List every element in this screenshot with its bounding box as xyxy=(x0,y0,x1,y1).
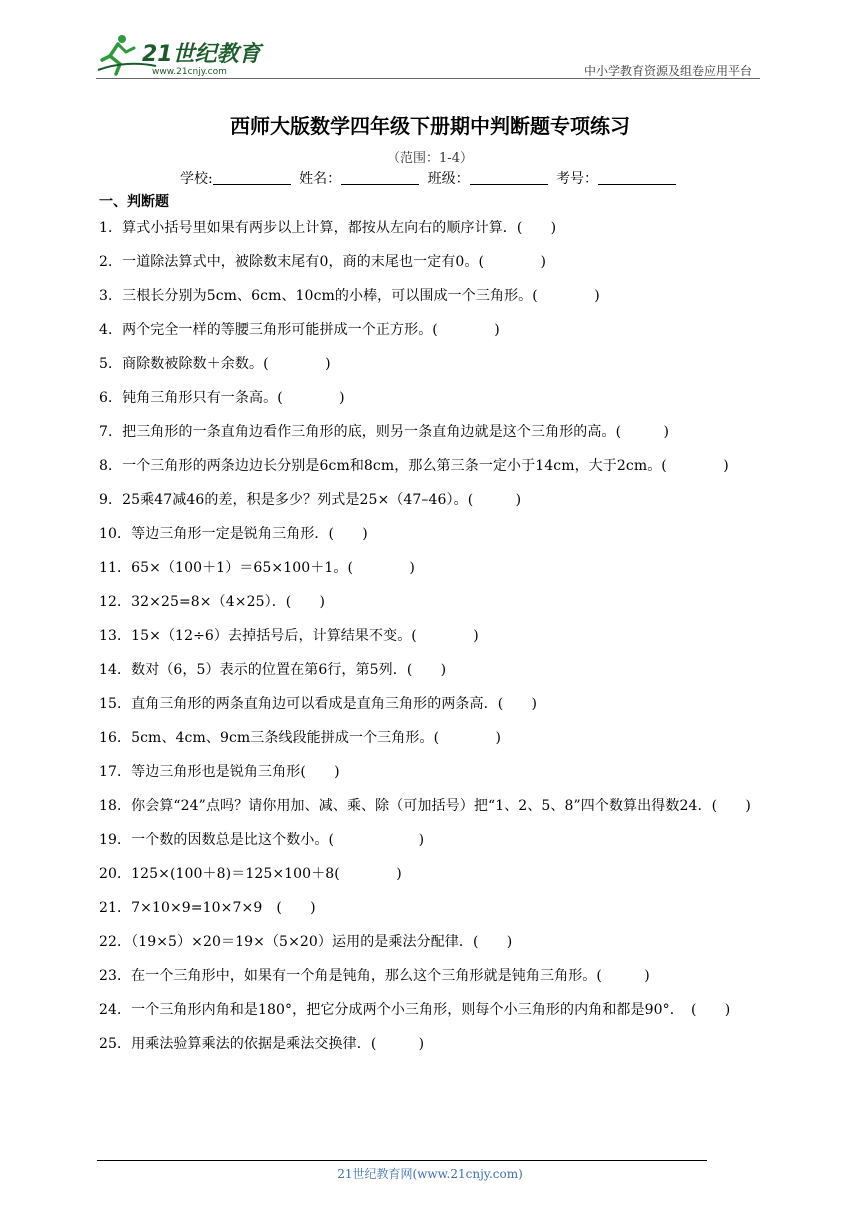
question-item: 3．三根长分别为5cm、6cm、10cm的小棒，可以围成一个三角形。( ) xyxy=(99,288,600,304)
logo xyxy=(96,30,276,78)
question-item: 6．钝角三角形只有一条高。( ) xyxy=(99,390,345,406)
question-item: 19．一个数的因数总是比这个数小。( ) xyxy=(99,832,425,848)
page-header xyxy=(96,30,760,80)
exam-no-label: 考号： xyxy=(556,171,599,187)
question-item: 10．等边三角形一定是锐角三角形．( ) xyxy=(99,526,368,542)
logo-url: www.21cnjy.com xyxy=(152,67,227,77)
question-item: 12．32×25=8×（4×25）．( ) xyxy=(99,594,326,610)
logo-icon xyxy=(96,30,276,78)
question-item: 11．65×（100＋1）＝65×100＋1。( ) xyxy=(99,560,415,576)
question-item: 21．7×10×9=10×7×9 ( ) xyxy=(99,900,316,916)
footer-link[interactable]: 21世纪教育网(www.21cnjy.com) xyxy=(337,1167,523,1181)
question-list xyxy=(99,216,769,1066)
question-item: 22．（19×5）×20＝19×（5×20）运用的是乘法分配律．( ) xyxy=(99,934,513,950)
platform-name: 中小学教育资源及组卷应用平台 xyxy=(583,64,752,78)
page-title: 西师大版数学四年级下册期中判断题专项练习 xyxy=(230,114,630,138)
header-divider xyxy=(96,78,760,79)
exam-no-blank xyxy=(598,170,676,185)
question-item: 2．一道除法算式中，被除数末尾有0，商的末尾也一定有0。( ) xyxy=(99,254,547,270)
school-blank xyxy=(213,170,291,185)
question-item: 8．一个三角形的两条边边长分别是6cm和8cm，那么第三条一定小于14cm，大于2cm。( ) xyxy=(99,458,729,474)
question-item: 23．在一个三角形中，如果有一个角是钝角，那么这个三角形就是钝角三角形。( ) xyxy=(99,968,650,984)
student-info-row xyxy=(0,168,860,188)
question-item: 1．算式小括号里如果有两步以上计算，都按从左向右的顺序计算．( ) xyxy=(99,220,557,236)
question-item: 16．5cm、4cm、9cm三条线段能拼成一个三角形。( ) xyxy=(99,730,502,746)
class-label: 班级： xyxy=(427,171,470,187)
footer-divider xyxy=(97,1160,707,1161)
class-blank xyxy=(470,170,548,185)
logo-text: 21世纪教育 xyxy=(142,42,261,67)
scope-subtitle: （范围：1-4） xyxy=(387,151,473,166)
question-item: 7．把三角形的一条直角边看作三角形的底，则另一条直角边就是这个三角形的高。( ) xyxy=(99,424,670,440)
question-item: 13．15×（12÷6）去掉括号后，计算结果不变。( ) xyxy=(99,628,479,644)
question-item: 18．你会算“24”点吗？请你用加、减、乘、除（可加括号）把“1、2、5、8”四个数算出得数24．( ) xyxy=(99,798,751,814)
question-item: 20．125×(100＋8)＝125×100＋8( ) xyxy=(99,866,402,882)
name-blank xyxy=(341,170,419,185)
question-item: 15．直角三角形的两条直角边可以看成是直角三角形的两条高．( ) xyxy=(99,696,538,712)
question-item: 17．等边三角形也是锐角三角形( ) xyxy=(99,764,340,780)
section-title: 一、判断题 xyxy=(99,194,169,210)
name-label: 姓名： xyxy=(299,171,342,187)
question-item: 14．数对（6，5）表示的位置在第6行，第5列．( ) xyxy=(99,662,447,678)
question-item: 5．商除数被除数＋余数。( ) xyxy=(99,356,331,372)
question-item: 4．两个完全一样的等腰三角形可能拼成一个正方形。( ) xyxy=(99,322,500,338)
question-item: 25．用乘法验算乘法的依据是乘法交换律．( ) xyxy=(99,1036,425,1052)
question-item: 24．一个三角形内角和是180°，把它分成两个小三角形，则每个小三角形的内角和都是90°． ( ) xyxy=(99,1002,731,1018)
school-label: 学校: xyxy=(179,171,213,187)
question-item: 9．25乘47减46的差，积是多少？列式是25×（47–46）。( ) xyxy=(99,492,522,508)
